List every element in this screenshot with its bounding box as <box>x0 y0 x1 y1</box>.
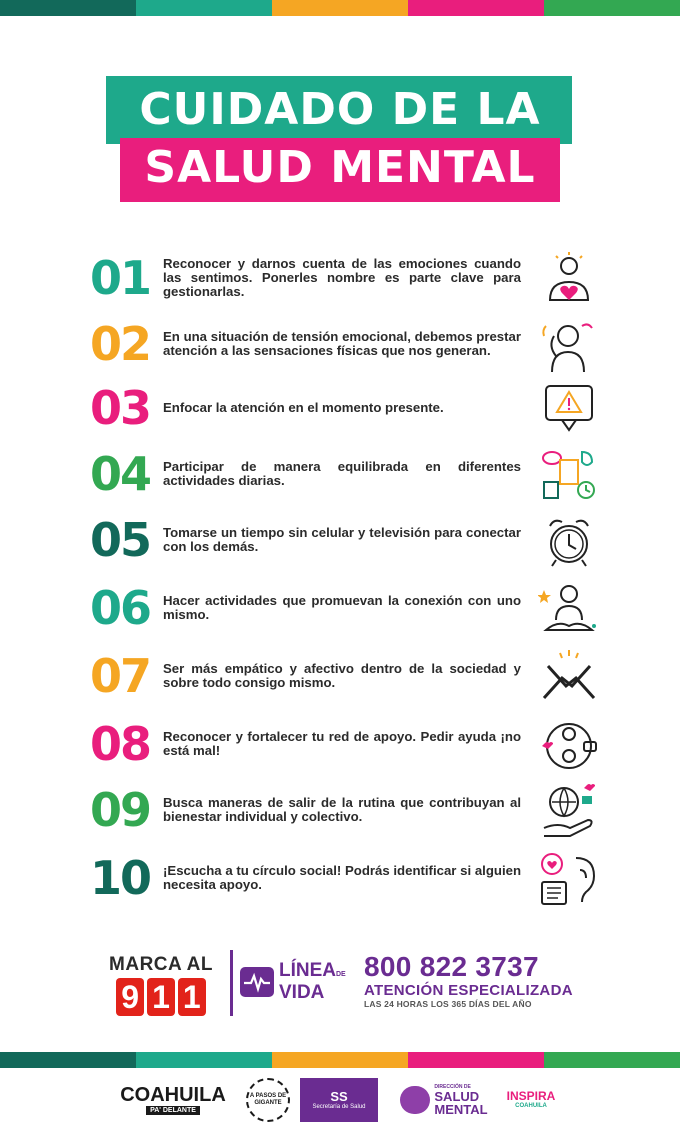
bottom-color-stripe <box>0 1052 680 1068</box>
dsm-line-2: MENTAL <box>434 1102 488 1117</box>
salud-mental-logo <box>392 1078 496 1122</box>
step-text-box <box>163 644 521 708</box>
marca-digit: 1 <box>147 978 175 1016</box>
coahuila-logo <box>118 1078 228 1122</box>
linea-de: DE <box>336 971 346 978</box>
step-text-box <box>163 442 521 506</box>
step-item <box>0 376 680 440</box>
footer-divider <box>230 950 233 1016</box>
step-text: Ser más empático y afectivo dentro de la sociedad y sobre todo consigo mismo. <box>163 661 521 690</box>
phone-number[interactable]: 800 822 3737 <box>364 951 539 982</box>
ss-subtitle: Secretaría de Salud <box>312 1103 366 1110</box>
person-heart-icon <box>538 250 600 308</box>
step-text: Reconocer y darnos cuenta de las emociones cuando las sentimos. Ponerles nombre es parte clave para gestionarlas. <box>163 256 521 299</box>
step-text-box <box>163 712 521 776</box>
pasos-de-gigante-logo <box>244 1078 292 1122</box>
linea-line-1: LÍNEA <box>279 960 336 981</box>
marca-digit: 9 <box>116 978 144 1016</box>
world-hand-icon <box>538 782 600 840</box>
step-number: 06 <box>89 581 150 635</box>
inspira-title: INSPIRA <box>506 1089 556 1103</box>
linea-line-2: VIDA <box>279 982 325 1003</box>
support-network-icon <box>538 716 600 774</box>
atencion-text: ATENCIÓN ESPECIALIZADA <box>364 982 573 999</box>
coahuila-tagline: PA' DELANTE <box>146 1106 200 1115</box>
listening-ear-icon <box>538 850 600 908</box>
step-text-box <box>163 778 521 842</box>
step-item <box>0 442 680 506</box>
title-line-1: CUIDADO DE LA <box>139 84 541 135</box>
step-item <box>0 312 680 376</box>
title-line-2: SALUD MENTAL <box>144 142 536 193</box>
dsm-line-1: SALUD <box>434 1089 480 1104</box>
phone-block <box>364 952 594 1010</box>
top-color-stripe <box>0 0 680 16</box>
step-number: 09 <box>89 783 150 837</box>
step-item <box>0 846 680 910</box>
step-text: Tomarse un tiempo sin celular y televisión para conectar con los demás. <box>163 525 521 554</box>
step-item <box>0 246 680 310</box>
linea-de-vida-logo <box>240 960 352 1004</box>
title-banner <box>0 76 680 206</box>
step-number: 07 <box>89 649 150 703</box>
handshake-icon <box>538 648 600 706</box>
step-text: Enfocar la atención en el momento presente. <box>163 400 444 415</box>
activities-icon <box>538 446 600 504</box>
alarm-clock-icon <box>538 512 600 570</box>
step-number: 08 <box>89 717 150 771</box>
step-text-box <box>163 246 521 310</box>
step-number: 10 <box>89 851 150 905</box>
step-item <box>0 508 680 572</box>
step-text: En una situación de tensión emocional, debemos prestar atención a las sensaciones físicas que nos generan. <box>163 329 521 358</box>
dsm-small: DIRECCIÓN DE <box>434 1084 471 1090</box>
secretaria-salud-logo <box>300 1078 378 1122</box>
footer-contact <box>0 946 680 1026</box>
linea-text <box>279 962 346 1002</box>
step-number: 05 <box>89 513 150 567</box>
sponsor-logos <box>0 1078 680 1122</box>
chat-heartbeat-icon <box>240 967 274 997</box>
marca-label: MARCA AL <box>109 954 213 975</box>
step-item <box>0 712 680 776</box>
step-text: Reconocer y fortalecer tu red de apoyo. Pedir ayuda ¡no está mal! <box>163 729 521 758</box>
step-item <box>0 644 680 708</box>
step-number: 03 <box>89 381 150 435</box>
step-text-box <box>163 576 521 640</box>
step-text-box <box>163 846 521 910</box>
step-number: 02 <box>89 317 150 371</box>
step-text-box <box>163 312 521 376</box>
step-item <box>0 576 680 640</box>
step-text-box <box>163 376 521 440</box>
ss-title: SS <box>330 1088 348 1104</box>
hours-text: LAS 24 HORAS LOS 365 DÍAS DEL AÑO <box>364 999 532 1009</box>
step-item <box>0 778 680 842</box>
inspira-subtitle: COAHUILA <box>515 1103 547 1109</box>
step-text: Busca maneras de salir de la rutina que contribuyan al bienestar individual y colectivo. <box>163 795 521 824</box>
stressed-person-icon <box>538 316 600 374</box>
step-number: 04 <box>89 447 150 501</box>
pasos-text: A PASOS DE GIGANTE <box>246 1078 290 1122</box>
step-text: Participar de manera equilibrada en diferentes actividades diarias. <box>163 459 521 488</box>
marca-digit: 1 <box>178 978 206 1016</box>
alert-bubble-icon <box>538 380 600 438</box>
step-text: ¡Escucha a tu círculo social! Podrás identificar si alguien necesita apoyo. <box>163 863 521 892</box>
meditation-icon <box>538 580 600 638</box>
brain-icon <box>400 1086 430 1114</box>
step-number: 01 <box>89 251 150 305</box>
coahuila-title: COAHUILA <box>120 1084 226 1106</box>
step-text: Hacer actividades que promuevan la conexión con uno mismo. <box>163 593 521 622</box>
marca-911 <box>106 954 216 1016</box>
step-text-box <box>163 508 521 572</box>
marca-number <box>106 978 216 1016</box>
inspira-coahuila-logo <box>500 1078 562 1122</box>
